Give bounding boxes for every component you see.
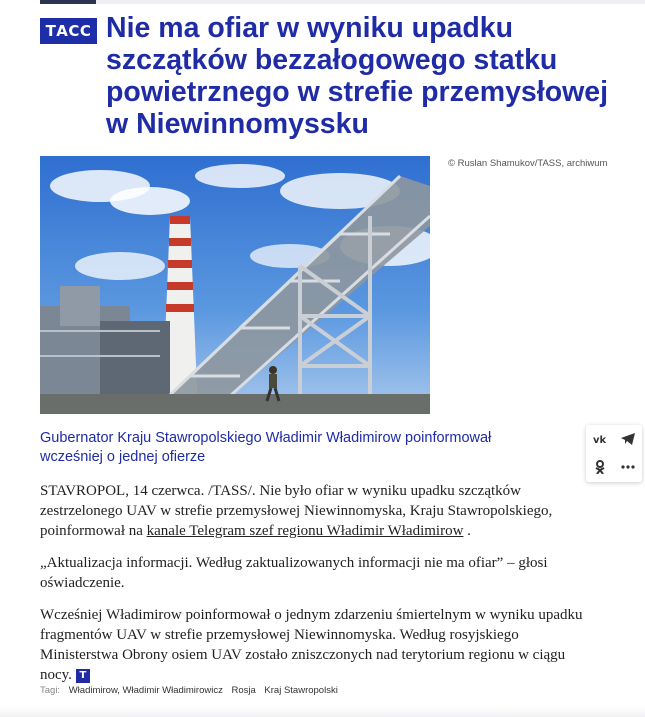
article-lead: Gubernator Kraju Stawropolskiego Władimir Władimirow poinformował wcześniej o jednej ofierze — [40, 430, 492, 465]
tass-logo[interactable]: ТАСС — [40, 18, 97, 44]
vk-icon[interactable] — [586, 425, 614, 453]
article-headline: Nie ma ofiar w wyniku upadku szczątków bezzałogowego statku powietrznego w strefie przemysłowej w Niewinnomyssku — [106, 12, 609, 140]
paragraph-3: Wcześniej Władimirow poinformował o jednym zdarzeniu śmiertelnym w wyniku upadku fragmentów UAV w strefie przemysłowej Niewinnomyska. Według rosyjskiego Ministerstwa Obrony osiem UAV zostało zniszczonych nad terytorium regionu w ciągu nocy. T — [40, 607, 583, 683]
tag-item[interactable]: Kraj Stawropolski — [264, 685, 338, 696]
telegram-channel-link[interactable]: kanale Telegram szef regionu Władimir Władimirow — [146, 523, 464, 539]
more-icon[interactable] — [614, 453, 642, 481]
share-panel — [586, 425, 642, 482]
article-body — [40, 481, 600, 697]
article-photo — [40, 156, 430, 414]
svg-text:vk: vk — [593, 435, 607, 444]
tass-end-mark-icon: T — [76, 669, 90, 683]
paragraph-2: „Aktualizacja informacji. Według zaktualizowanych informacji nie ma ofiar” – głosi oświadczenie. — [40, 555, 548, 591]
tag-item[interactable]: Rosja — [231, 685, 256, 696]
photo-credit: © Ruslan Shamukov/TASS, archiwum — [448, 158, 608, 169]
paragraph-1: STAVROPOL, 14 czerwca. /TASS/. Nie było ofiar w wyniku upadku szczątków zestrzelonego UAV w strefie przemysłowej Niewinnomyska, Kraju Stawropolskiego, poinformował na kanale Telegram szef regionu Władimir Władimirow . — [40, 483, 553, 539]
tags-row — [40, 685, 338, 696]
odnoklassniki-icon[interactable] — [586, 453, 614, 481]
tags-label: Tagi: — [40, 685, 61, 696]
tag-item[interactable]: Władimirow, Władimir Władimirowicz — [68, 685, 223, 696]
telegram-icon[interactable] — [614, 425, 642, 453]
top-thumbnail[interactable] — [40, 0, 96, 4]
top-strip — [66, 0, 645, 4]
bottom-fade — [0, 706, 645, 717]
